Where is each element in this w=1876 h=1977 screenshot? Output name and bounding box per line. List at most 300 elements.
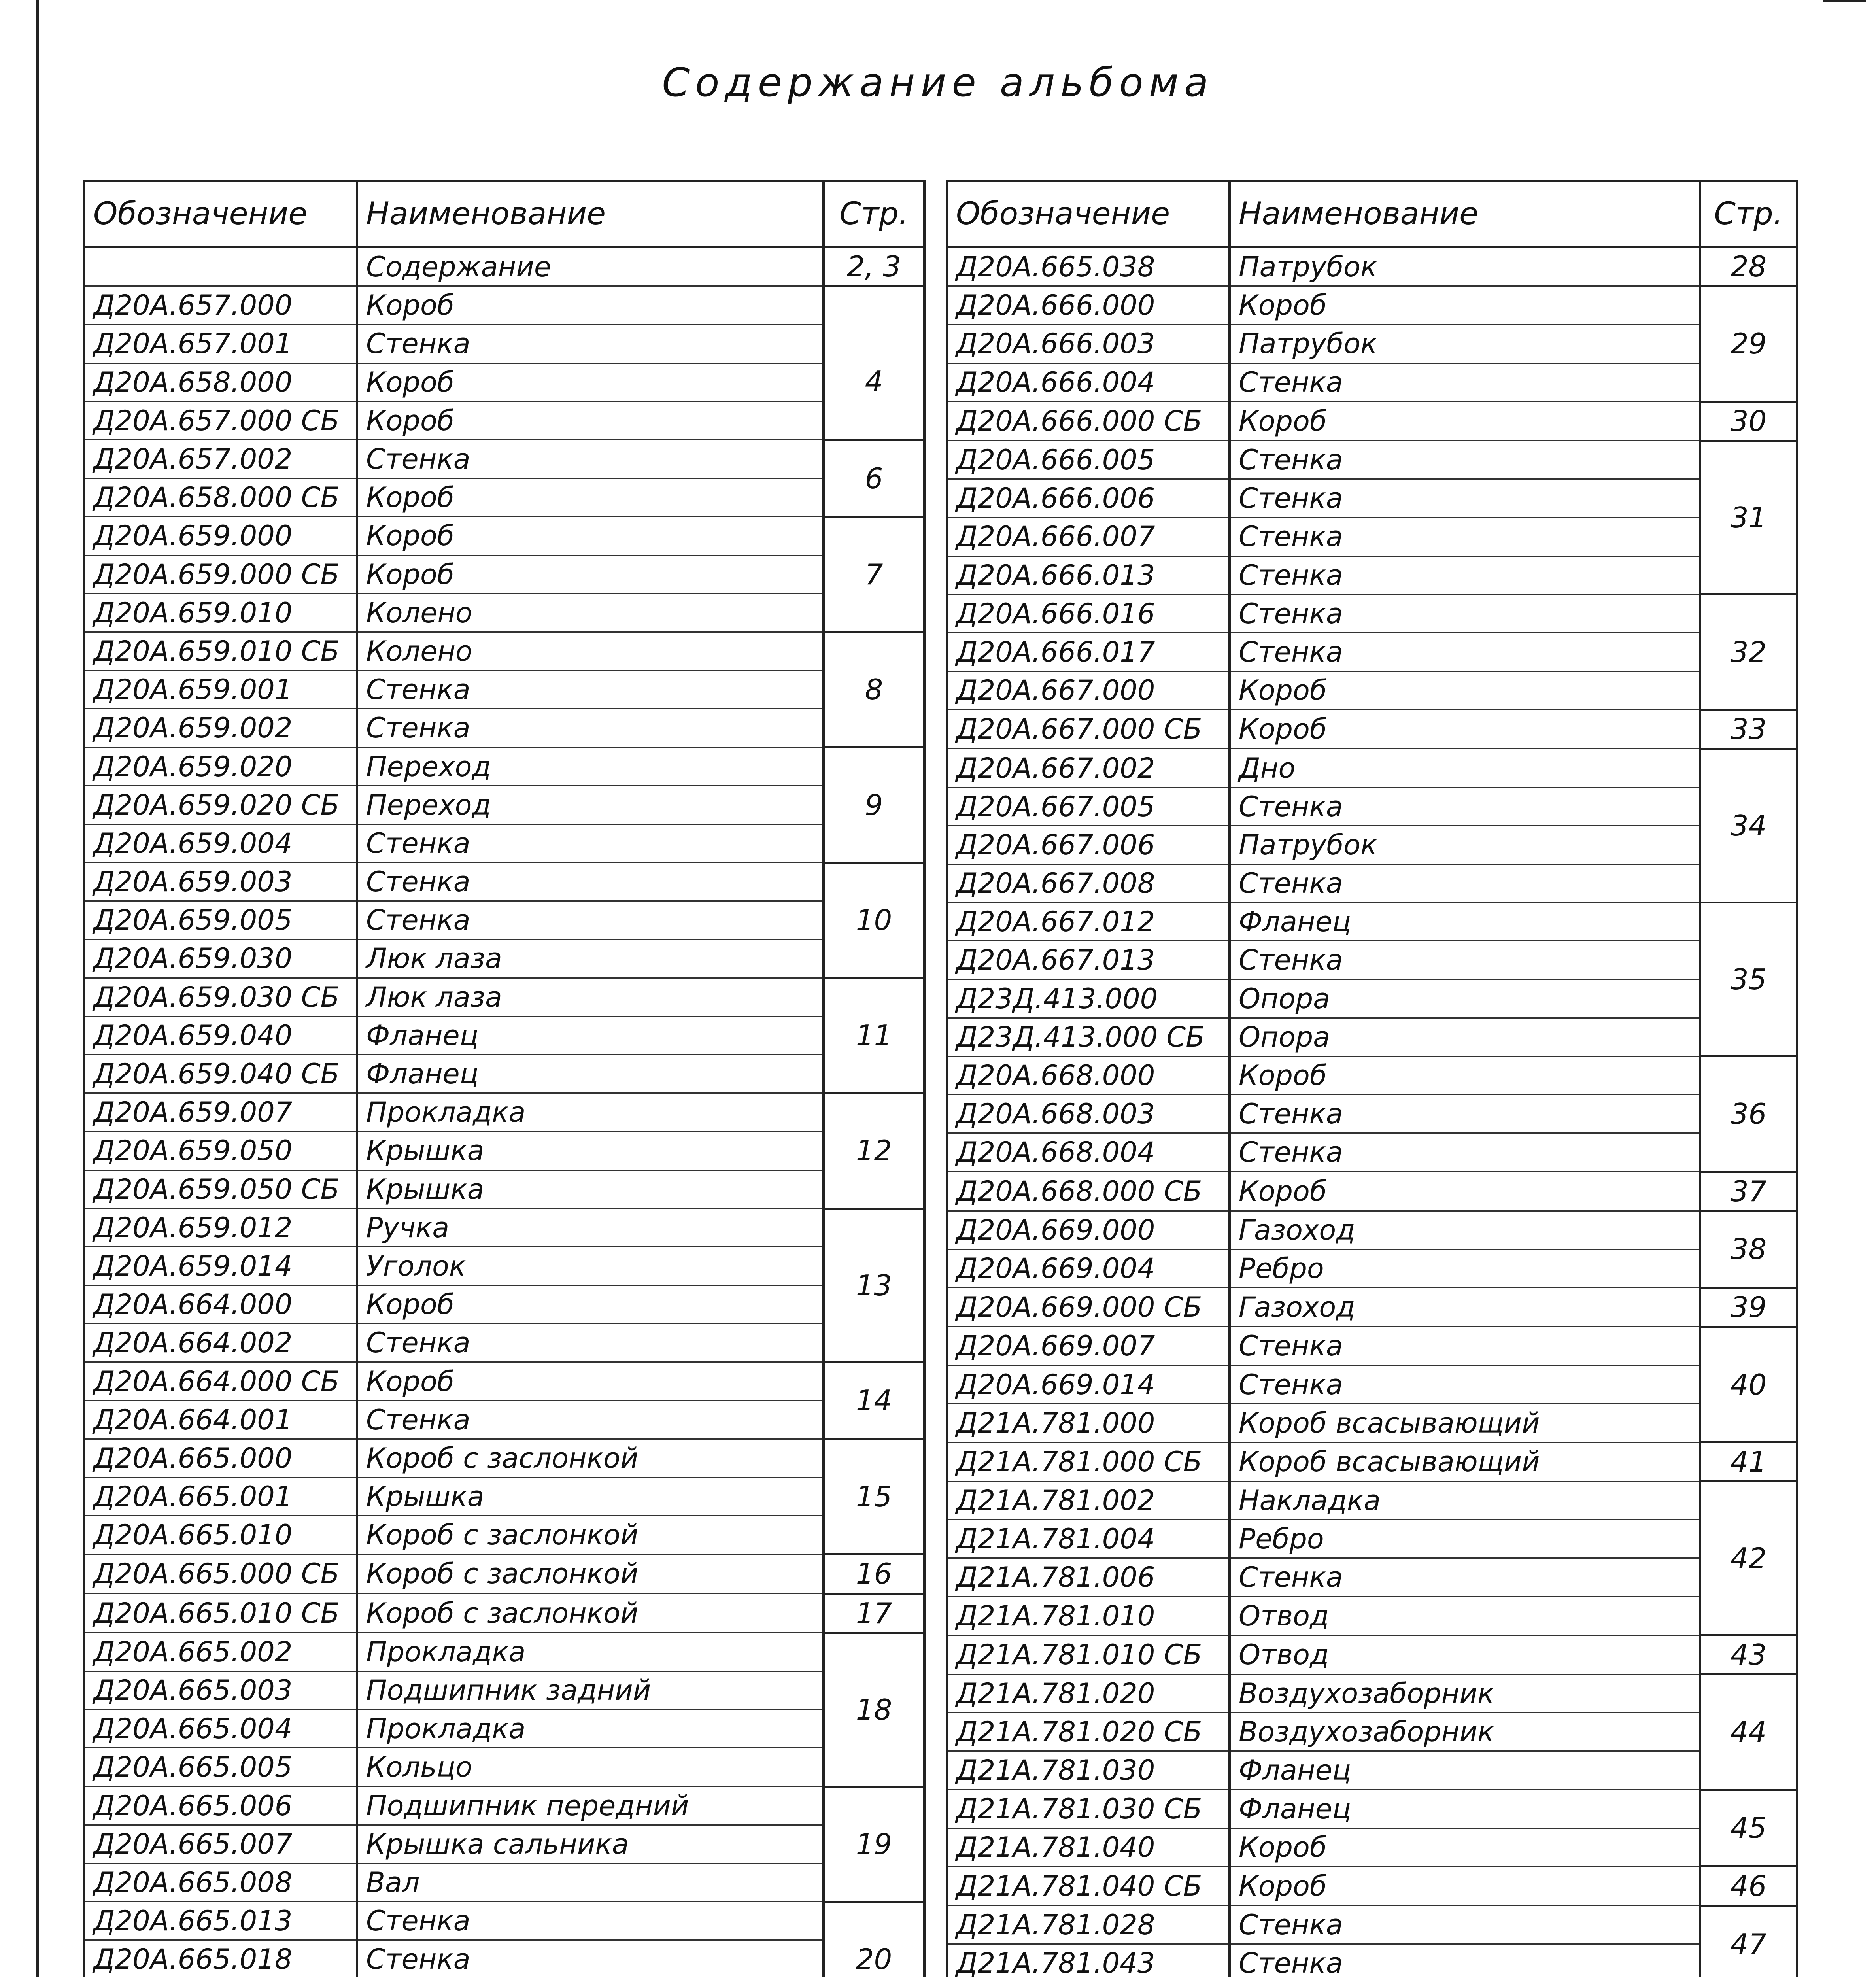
table-row <box>947 633 1797 671</box>
table-row <box>84 363 924 401</box>
row-name: Стенка <box>357 1902 824 1940</box>
table-row <box>947 247 1797 286</box>
table-row <box>947 440 1797 479</box>
row-name: Короб всасывающий <box>1230 1404 1700 1442</box>
table-row <box>84 1324 924 1362</box>
row-name: Уголок <box>357 1247 824 1285</box>
row-name: Фланец <box>1230 903 1700 941</box>
row-code: Д20А.659.003 <box>84 863 357 901</box>
row-code: Д20А.665.005 <box>84 1748 357 1786</box>
row-name: Содержание <box>357 247 824 286</box>
row-code: Д20А.659.010 СБ <box>84 632 357 670</box>
table-row <box>947 518 1797 556</box>
row-name: Воздухозаборник <box>1230 1674 1700 1712</box>
row-code: Д21А.781.043 <box>947 1944 1230 1977</box>
row-code: Д20А.664.002 <box>84 1324 357 1362</box>
row-page: 7 <box>824 517 924 632</box>
table-row <box>84 286 924 325</box>
row-code: Д20А.667.013 <box>947 941 1230 979</box>
row-name: Стенка <box>1230 1095 1700 1133</box>
column-header-page: Стр. <box>1700 181 1797 247</box>
row-code: Д20А.667.012 <box>947 903 1230 941</box>
table-row <box>84 1132 924 1170</box>
row-code: Д23Д.413.000 СБ <box>947 1018 1230 1056</box>
row-code: Д20А.665.006 <box>84 1786 357 1825</box>
row-page: 4 <box>824 325 924 440</box>
column-header-code: Обозначение <box>84 181 357 247</box>
row-page: 17 <box>824 1593 924 1633</box>
row-name: Стенка <box>357 1324 824 1362</box>
row-name: Короб с заслонкой <box>357 1593 824 1633</box>
table-row <box>84 978 924 1016</box>
row-code: Д20А.666.007 <box>947 518 1230 556</box>
table-row <box>947 903 1797 941</box>
row-code: Д20А.665.002 <box>84 1633 357 1671</box>
row-code: Д20А.659.004 <box>84 824 357 862</box>
table-row <box>84 1593 924 1633</box>
table-row <box>947 1249 1797 1287</box>
row-code: Д20А.659.020 <box>84 747 357 786</box>
table-row <box>84 1055 924 1093</box>
row-name: Накладка <box>1230 1482 1700 1520</box>
table-row <box>84 901 924 939</box>
table-row <box>84 939 924 978</box>
row-page: 40 <box>1700 1327 1797 1442</box>
row-name: Стенка <box>357 671 824 709</box>
row-code: Д20А.669.014 <box>947 1365 1230 1404</box>
row-code: Д21А.781.006 <box>947 1558 1230 1597</box>
row-name: Колено <box>357 593 824 632</box>
row-code: Д20А.669.000 <box>947 1211 1230 1249</box>
row-name: Короб <box>357 478 824 517</box>
row-name: Стенка <box>357 824 824 862</box>
row-code: Д20А.659.030 СБ <box>84 978 357 1016</box>
table-row <box>947 1713 1797 1751</box>
row-page: 19 <box>824 1786 924 1902</box>
table-row <box>947 1906 1797 1944</box>
row-code: Д20А.666.017 <box>947 633 1230 671</box>
row-page: 29 <box>1700 286 1797 402</box>
row-code: Д21А.781.028 <box>947 1906 1230 1944</box>
column-header-name: Наименование <box>1230 181 1700 247</box>
row-page: 28 <box>1700 247 1797 286</box>
toc-body-right <box>947 247 1797 1977</box>
table-row <box>84 1016 924 1055</box>
row-name: Крышка <box>357 1170 824 1208</box>
row-page: 41 <box>1700 1442 1797 1481</box>
row-page: 18 <box>824 1633 924 1786</box>
row-name: Короб <box>357 363 824 401</box>
table-row <box>947 1172 1797 1211</box>
row-code: Д20А.659.014 <box>84 1247 357 1285</box>
table-row <box>947 1520 1797 1558</box>
row-code: Д20А.666.013 <box>947 556 1230 594</box>
table-row <box>947 1404 1797 1442</box>
row-code: Д20А.668.000 СБ <box>947 1172 1230 1211</box>
row-code: Д21А.781.040 <box>947 1828 1230 1866</box>
table-row <box>947 1597 1797 1635</box>
row-name: Подшипник задний <box>357 1671 824 1709</box>
row-name: Подшипник передний <box>357 1786 824 1825</box>
table-row <box>84 1940 924 1977</box>
table-row <box>84 671 924 709</box>
row-code: Д20А.659.010 <box>84 593 357 632</box>
row-code: Д21А.781.010 <box>947 1597 1230 1635</box>
table-row <box>84 1786 924 1825</box>
toc-body-left <box>84 247 924 1977</box>
row-code: Д21А.781.040 СБ <box>947 1866 1230 1905</box>
row-name: Колено <box>357 632 824 670</box>
row-name: Стенка <box>357 1401 824 1439</box>
row-page: 43 <box>1700 1635 1797 1674</box>
table-row <box>84 1748 924 1786</box>
row-page: 37 <box>1700 1172 1797 1211</box>
row-name: Переход <box>357 786 824 824</box>
row-code: Д20А.666.000 СБ <box>947 401 1230 440</box>
table-row <box>947 1828 1797 1866</box>
table-row <box>84 517 924 555</box>
row-name: Вал <box>357 1863 824 1901</box>
toc-table-right <box>946 180 1798 1977</box>
row-name: Короб <box>1230 1866 1700 1905</box>
row-name: Патрубок <box>1230 826 1700 864</box>
row-code: Д20А.669.004 <box>947 1249 1230 1287</box>
table-row <box>84 709 924 747</box>
row-code: Д20А.666.004 <box>947 363 1230 401</box>
row-name: Короб всасывающий <box>1230 1442 1700 1481</box>
table-row <box>947 749 1797 787</box>
table-row <box>947 787 1797 826</box>
row-code: Д20А.666.005 <box>947 440 1230 479</box>
row-page: 2, 3 <box>824 247 924 286</box>
row-page: 32 <box>1700 594 1797 710</box>
table-row <box>947 286 1797 325</box>
row-name: Стенка <box>1230 787 1700 826</box>
row-code: Д20А.666.006 <box>947 479 1230 518</box>
row-code: Д21А.781.030 <box>947 1751 1230 1790</box>
row-code: Д20А.658.000 СБ <box>84 478 357 517</box>
row-name: Патрубок <box>1230 247 1700 286</box>
row-code: Д20А.666.016 <box>947 594 1230 633</box>
table-row <box>947 1442 1797 1481</box>
column-header-page: Стр. <box>824 181 924 247</box>
row-name: Крышка сальника <box>357 1825 824 1863</box>
row-code: Д20А.668.004 <box>947 1133 1230 1172</box>
table-row <box>84 593 924 632</box>
row-name: Стенка <box>1230 1944 1700 1977</box>
table-row <box>947 1056 1797 1094</box>
table-row <box>947 1944 1797 1977</box>
table-row <box>947 1365 1797 1404</box>
table-row <box>947 1327 1797 1365</box>
row-name: Воздухозаборник <box>1230 1713 1700 1751</box>
table-row <box>84 478 924 517</box>
row-code: Д20А.659.020 СБ <box>84 786 357 824</box>
table-row <box>947 671 1797 710</box>
row-name: Прокладка <box>357 1710 824 1748</box>
table-row <box>84 1439 924 1477</box>
row-code: Д20А.665.000 <box>84 1439 357 1477</box>
row-code: Д20А.667.008 <box>947 864 1230 903</box>
row-page: 15 <box>824 1439 924 1554</box>
row-page: 36 <box>1700 1056 1797 1172</box>
row-name: Ребро <box>1230 1249 1700 1287</box>
row-page: 33 <box>1700 710 1797 749</box>
row-name: Стенка <box>1230 1365 1700 1404</box>
table-row <box>947 325 1797 363</box>
row-code: Д20А.657.000 СБ <box>84 401 357 440</box>
row-page: 12 <box>824 1093 924 1209</box>
row-name: Газоход <box>1230 1211 1700 1249</box>
table-row <box>84 863 924 901</box>
table-row <box>84 1170 924 1208</box>
table-row <box>947 1751 1797 1790</box>
table-row <box>947 864 1797 903</box>
row-code: Д20А.659.050 <box>84 1132 357 1170</box>
table-row <box>84 1671 924 1709</box>
row-name: Стенка <box>1230 633 1700 671</box>
row-name: Крышка <box>357 1132 824 1170</box>
row-code: Д21А.781.020 <box>947 1674 1230 1712</box>
frame-corner-mark <box>1823 0 1866 5</box>
row-name: Стенка <box>1230 941 1700 979</box>
table-row <box>947 556 1797 594</box>
row-name: Фланец <box>357 1055 824 1093</box>
row-name: Фланец <box>357 1016 824 1055</box>
row-code <box>84 247 357 286</box>
row-name: Опора <box>1230 979 1700 1018</box>
row-name: Ручка <box>357 1208 824 1247</box>
row-page: 11 <box>824 978 924 1093</box>
row-name: Опора <box>1230 1018 1700 1056</box>
row-page: 34 <box>1700 749 1797 903</box>
table-row <box>84 824 924 862</box>
row-name: Стенка <box>1230 479 1700 518</box>
table-row <box>947 979 1797 1018</box>
row-code: Д20А.665.010 <box>84 1516 357 1554</box>
row-name: Кольцо <box>357 1748 824 1786</box>
table-row <box>947 1482 1797 1520</box>
row-code: Д20А.665.007 <box>84 1825 357 1863</box>
row-code: Д21А.781.000 СБ <box>947 1442 1230 1481</box>
column-header-code: Обозначение <box>947 181 1230 247</box>
row-code: Д21А.781.020 СБ <box>947 1713 1230 1751</box>
row-page: 13 <box>824 1208 924 1362</box>
row-code: Д20А.665.003 <box>84 1671 357 1709</box>
table-row <box>947 1211 1797 1249</box>
table-row <box>84 632 924 670</box>
row-page: 8 <box>824 632 924 747</box>
row-page <box>824 286 924 325</box>
row-page: 35 <box>1700 903 1797 1057</box>
row-code: Д20А.658.000 <box>84 363 357 401</box>
table-row <box>947 826 1797 864</box>
toc-table-left <box>83 180 926 1977</box>
page-title: Содержание альбома <box>662 59 1214 106</box>
table-row <box>84 1362 924 1401</box>
row-name: Люк лаза <box>357 939 824 978</box>
row-name: Стенка <box>357 709 824 747</box>
row-code: Д20А.659.007 <box>84 1093 357 1132</box>
row-name: Короб <box>1230 671 1700 710</box>
row-name: Стенка <box>1230 1558 1700 1597</box>
table-row <box>84 1516 924 1554</box>
table-row <box>84 1554 924 1593</box>
table-row <box>84 1401 924 1439</box>
table-row <box>947 479 1797 518</box>
row-name: Стенка <box>1230 363 1700 401</box>
table-row <box>947 594 1797 633</box>
row-name: Стенка <box>1230 440 1700 479</box>
row-page: 44 <box>1700 1674 1797 1790</box>
table-row <box>84 1285 924 1324</box>
row-name: Короб <box>1230 1056 1700 1094</box>
row-code: Д20А.669.000 СБ <box>947 1288 1230 1327</box>
row-code: Д20А.665.004 <box>84 1710 357 1748</box>
table-row <box>84 1478 924 1516</box>
row-page: 46 <box>1700 1866 1797 1905</box>
table-row <box>84 1902 924 1940</box>
row-code: Д21А.781.004 <box>947 1520 1230 1558</box>
table-row <box>84 325 924 363</box>
row-code: Д20А.666.000 <box>947 286 1230 325</box>
row-name: Отвод <box>1230 1597 1700 1635</box>
row-page: 6 <box>824 440 924 516</box>
table-row <box>947 1288 1797 1327</box>
row-name: Прокладка <box>357 1093 824 1132</box>
row-code: Д20А.659.000 <box>84 517 357 555</box>
row-code: Д20А.657.001 <box>84 325 357 363</box>
row-page: 20 <box>824 1902 924 1977</box>
table-row <box>84 1208 924 1247</box>
row-name: Люк лаза <box>357 978 824 1016</box>
row-name: Короб <box>1230 1828 1700 1866</box>
row-page: 45 <box>1700 1790 1797 1866</box>
column-header-name: Наименование <box>357 181 824 247</box>
row-page: 31 <box>1700 440 1797 594</box>
row-name: Прокладка <box>357 1633 824 1671</box>
row-name: Короб с заслонкой <box>357 1439 824 1477</box>
table-header-row <box>947 181 1797 247</box>
row-code: Д20А.657.002 <box>84 440 357 478</box>
row-name: Стенка <box>357 901 824 939</box>
table-row <box>947 1635 1797 1674</box>
row-name: Крышка <box>357 1478 824 1516</box>
row-name: Стенка <box>357 1940 824 1977</box>
row-code: Д20А.665.018 <box>84 1940 357 1977</box>
row-name: Отвод <box>1230 1635 1700 1674</box>
table-row <box>84 1093 924 1132</box>
row-name: Короб <box>357 517 824 555</box>
row-code: Д20А.664.000 <box>84 1285 357 1324</box>
row-page: 9 <box>824 747 924 863</box>
row-code: Д20А.667.000 СБ <box>947 710 1230 749</box>
row-code: Д20А.659.050 СБ <box>84 1170 357 1208</box>
row-name: Стенка <box>1230 1133 1700 1172</box>
table-row <box>947 1558 1797 1597</box>
row-name: Короб <box>1230 710 1700 749</box>
table-row <box>84 401 924 440</box>
row-name: Короб <box>1230 1172 1700 1211</box>
row-code: Д21А.781.010 СБ <box>947 1635 1230 1674</box>
row-name: Короб <box>357 1362 824 1401</box>
row-code: Д20А.659.001 <box>84 671 357 709</box>
row-code: Д20А.669.007 <box>947 1327 1230 1365</box>
table-row <box>947 710 1797 749</box>
row-page: 42 <box>1700 1482 1797 1635</box>
table-row <box>84 555 924 593</box>
row-page: 10 <box>824 863 924 978</box>
table-row <box>947 1095 1797 1133</box>
row-code: Д20А.665.000 СБ <box>84 1554 357 1593</box>
row-code: Д20А.659.000 СБ <box>84 555 357 593</box>
row-code: Д20А.665.038 <box>947 247 1230 286</box>
table-row <box>84 247 924 286</box>
row-page: 38 <box>1700 1211 1797 1287</box>
table-row <box>947 1018 1797 1056</box>
row-page: 14 <box>824 1362 924 1439</box>
row-name: Стенка <box>1230 518 1700 556</box>
row-name: Короб <box>357 555 824 593</box>
table-row <box>947 1866 1797 1905</box>
row-name: Короб <box>1230 401 1700 440</box>
table-row <box>84 1710 924 1748</box>
row-name: Стенка <box>1230 594 1700 633</box>
row-name: Стенка <box>357 863 824 901</box>
row-code: Д20А.659.040 СБ <box>84 1055 357 1093</box>
row-code: Д21А.781.002 <box>947 1482 1230 1520</box>
row-code: Д20А.664.001 <box>84 1401 357 1439</box>
row-name: Ребро <box>1230 1520 1700 1558</box>
row-name: Короб с заслонкой <box>357 1554 824 1593</box>
row-name: Стенка <box>1230 1327 1700 1365</box>
row-page: 47 <box>1700 1906 1797 1977</box>
table-row <box>84 786 924 824</box>
table-row <box>84 1825 924 1863</box>
row-name: Дно <box>1230 749 1700 787</box>
row-page: 30 <box>1700 401 1797 440</box>
row-code: Д20А.667.006 <box>947 826 1230 864</box>
row-page: 39 <box>1700 1288 1797 1327</box>
row-code: Д20А.664.000 СБ <box>84 1362 357 1401</box>
row-code: Д20А.665.010 СБ <box>84 1593 357 1633</box>
table-row <box>947 363 1797 401</box>
row-code: Д20А.666.003 <box>947 325 1230 363</box>
row-name: Короб <box>357 401 824 440</box>
row-name: Короб с заслонкой <box>357 1516 824 1554</box>
table-row <box>947 401 1797 440</box>
row-code: Д23Д.413.000 <box>947 979 1230 1018</box>
row-name: Стенка <box>1230 864 1700 903</box>
table-header-row <box>84 181 924 247</box>
row-code: Д21А.781.030 СБ <box>947 1790 1230 1828</box>
row-name: Стенка <box>1230 1906 1700 1944</box>
row-code: Д20А.659.002 <box>84 709 357 747</box>
table-row <box>84 440 924 478</box>
row-name: Короб <box>357 286 824 325</box>
row-code: Д20А.665.001 <box>84 1478 357 1516</box>
row-code: Д20А.667.002 <box>947 749 1230 787</box>
table-row <box>947 1790 1797 1828</box>
row-name: Переход <box>357 747 824 786</box>
row-name: Патрубок <box>1230 325 1700 363</box>
row-code: Д20А.657.000 <box>84 286 357 325</box>
row-code: Д20А.659.005 <box>84 901 357 939</box>
row-code: Д20А.659.030 <box>84 939 357 978</box>
table-row <box>84 1247 924 1285</box>
row-name: Стенка <box>1230 556 1700 594</box>
table-row <box>947 941 1797 979</box>
